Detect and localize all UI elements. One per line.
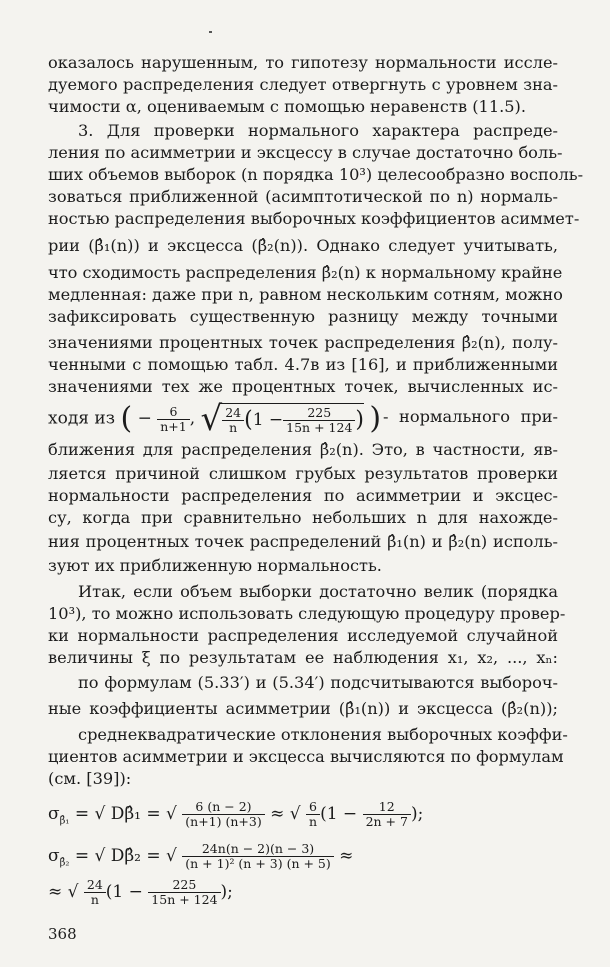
- page-number: 368: [48, 925, 77, 943]
- text-line: рии (β̂₁(n)) и эксцесса (β̂₂(n)). Однако следует учитывать,: [48, 236, 558, 255]
- text-line: ления по асимметрии и эксцессу в случае достаточно боль-: [48, 143, 563, 162]
- text-line: зафиксировать существенную разницу между точными: [48, 307, 558, 326]
- text-line: ших объемов выборок (n порядка 10³) целесообразно восполь-: [48, 165, 584, 184]
- sqrt-expression: √ $\frac{24}{n}$ (1 − $\frac{225}{15n + 124}$ ): [200, 399, 364, 439]
- text-line: значениями тех же процентных точек, вычисленных ис-: [48, 377, 558, 396]
- text-line: ные коэффициенты асимметрии (β̂₁(n)) и эксцесса (β̂₂(n));: [48, 699, 558, 718]
- text-line: ближения для распределения β̂₂(n). Это, в частности, яв-: [48, 440, 558, 459]
- text-line: значениями процентных точек распределения β̂₂(n), полу-: [48, 333, 558, 352]
- text-line: зоваться приближенной (асимптотической по n) нормаль-: [48, 187, 558, 206]
- text-line: Итак, если объем выборки достаточно велик (порядка: [78, 582, 558, 601]
- formula-sigma-beta1: $\sigma_{\betâ_1}$ = √ Dβ̂₁ = √ $\frac{6 (n - 2)}{(n+1) (n+3)}$ ≈ √ $\frac{6}{n}$ (1 − $\frac{12}{2n + 7}$ );: [48, 799, 424, 829]
- text-line: (см. [39]):: [48, 769, 132, 788]
- text-line: ки нормальности распределения исследуемой случайной: [48, 626, 558, 645]
- text-line: ченными с помощью табл. 4.7в из [16], и приближенными: [48, 355, 558, 374]
- formula-sigma-beta2: $\sigma_{\betâ_2}$ = √ Dβ̂₂ = √ $\frac{24n(n - 2)(n - 3)}{\text{(n + 1)² (n + 3) (n + 5)}}$ ≈: [48, 841, 354, 871]
- formula-approximation: ≈ √ $\frac{24}{n}$ (1 − $\frac{225}{15n + 124}$ );: [48, 877, 233, 907]
- text-line: дуемого распределения следует отвергнуть с уровнем зна-: [48, 75, 558, 94]
- text-line: ностью распределения выборочных коэффициентов асиммет-: [48, 209, 580, 228]
- text-line: ния процентных точек распределений β̂₁(n) и β̂₂(n) исполь-: [48, 532, 558, 551]
- text-line: 3. Для проверки нормального характера распреде-: [78, 121, 558, 140]
- text-fragment: ходя из: [48, 408, 116, 429]
- text-line: по формулам (5.33′) и (5.34′) подсчитываются выбороч-: [78, 673, 558, 692]
- text-line: оказалось нарушенным, то гипотезу нормальности иссле-: [48, 53, 558, 72]
- text-line: циентов асимметрии и эксцесса вычисляются по формулам: [48, 747, 564, 766]
- text-line: среднеквадратические отклонения выборочных коэффи-: [78, 725, 568, 744]
- text-line: величины ξ по результатам ее наблюдения x₁, x₂, ..., xₙ:: [48, 648, 558, 667]
- fraction: $\frac{6}{n+1}$: [157, 405, 189, 434]
- print-speck: [209, 31, 212, 33]
- text-line: ляется причиной слишком грубых результатов проверки: [48, 464, 558, 483]
- text-line: 10³), то можно использовать следующую процедуру провер-: [48, 604, 566, 623]
- text-line: су, когда при сравнительно небольших n для нахожде-: [48, 508, 558, 527]
- text-line: чимости α, оцениваемым с помощью неравенств (11.5).: [48, 97, 527, 116]
- text-line: что сходимость распределения β̂₂(n) к нормальному крайне: [48, 263, 563, 282]
- text-line: нормальности распределения по асимметрии и эксцес-: [48, 486, 558, 505]
- text-line: зуют их приближенную нормальность.: [48, 556, 382, 575]
- text-fragment: - нормального при-: [383, 407, 558, 426]
- text-line: медленная: даже при n, равном нескольким сотням, можно: [48, 285, 563, 304]
- inline-formula-line: ходя из ( − $\frac{6}{n+1}$ , √ $\frac{24}{n}$ (1 − $\frac{225}{15n + 124}$ ) ): [48, 399, 382, 439]
